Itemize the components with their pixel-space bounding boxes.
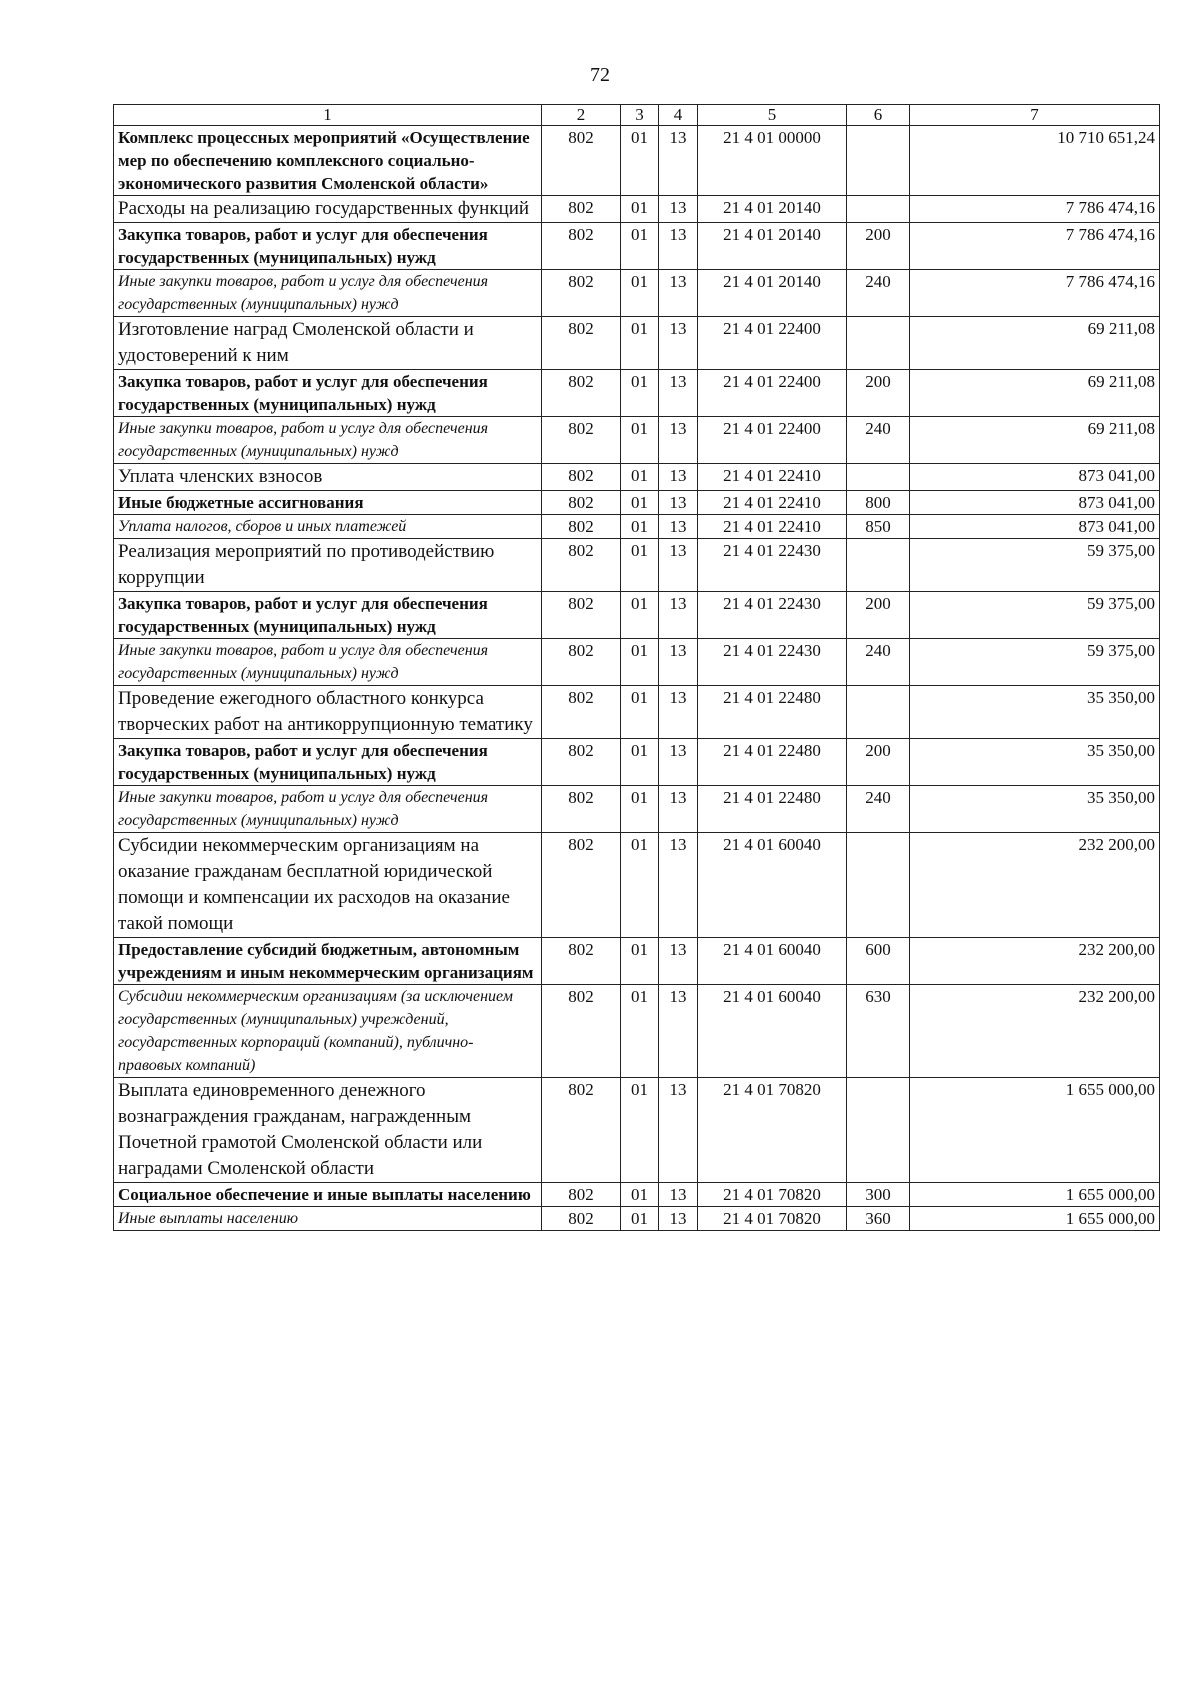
row-code-expense-type (847, 686, 910, 739)
row-code-expense-type (847, 833, 910, 938)
row-code-expense-type: 200 (847, 592, 910, 639)
row-code-subsection: 13 (659, 223, 698, 270)
row-description: Иные бюджетные ассигнования (114, 491, 542, 515)
row-code-section: 01 (621, 223, 659, 270)
table-row (114, 515, 1160, 539)
row-amount: 873 041,00 (910, 464, 1160, 491)
header-row (114, 105, 1160, 126)
table-row (114, 592, 1160, 639)
page-number: 72 (590, 64, 610, 86)
table-row (114, 464, 1160, 491)
row-code-ministry: 802 (542, 686, 621, 739)
row-code-ministry: 802 (542, 833, 621, 938)
table-row (114, 126, 1160, 196)
row-code-ministry: 802 (542, 985, 621, 1078)
row-code-subsection: 13 (659, 833, 698, 938)
row-code-expense-type: 240 (847, 270, 910, 317)
header-cell: 2 (542, 105, 621, 126)
row-code-section: 01 (621, 938, 659, 985)
row-code-section: 01 (621, 686, 659, 739)
table-row (114, 985, 1160, 1078)
row-code-target: 21 4 01 20140 (698, 196, 847, 223)
row-code-subsection: 13 (659, 686, 698, 739)
row-code-ministry: 802 (542, 270, 621, 317)
row-code-ministry: 802 (542, 639, 621, 686)
row-code-target: 21 4 01 22410 (698, 464, 847, 491)
row-code-section: 01 (621, 592, 659, 639)
table-row (114, 370, 1160, 417)
row-code-expense-type: 360 (847, 1207, 910, 1231)
row-code-section: 01 (621, 1078, 659, 1183)
table-row (114, 639, 1160, 686)
row-code-expense-type: 630 (847, 985, 910, 1078)
row-code-expense-type: 600 (847, 938, 910, 985)
row-code-section: 01 (621, 639, 659, 686)
row-code-section: 01 (621, 515, 659, 539)
header-cell: 6 (847, 105, 910, 126)
row-code-target: 21 4 01 22480 (698, 786, 847, 833)
row-code-subsection: 13 (659, 126, 698, 196)
table-row (114, 270, 1160, 317)
header-cell: 3 (621, 105, 659, 126)
row-code-ministry: 802 (542, 592, 621, 639)
table-row (114, 686, 1160, 739)
table-row (114, 491, 1160, 515)
row-code-ministry: 802 (542, 491, 621, 515)
row-code-expense-type: 240 (847, 639, 910, 686)
row-code-target: 21 4 01 60040 (698, 833, 847, 938)
row-code-section: 01 (621, 786, 659, 833)
row-code-ministry: 802 (542, 539, 621, 592)
row-code-target: 21 4 01 20140 (698, 223, 847, 270)
row-code-target: 21 4 01 22430 (698, 539, 847, 592)
row-description: Иные закупки товаров, работ и услуг для обеспечения государственных (муниципальных) нужд (114, 417, 542, 464)
row-code-section: 01 (621, 464, 659, 491)
row-code-expense-type: 300 (847, 1183, 910, 1207)
row-code-target: 21 4 01 00000 (698, 126, 847, 196)
table-row (114, 1078, 1160, 1183)
row-code-subsection: 13 (659, 270, 698, 317)
row-code-target: 21 4 01 22410 (698, 515, 847, 539)
row-code-subsection: 13 (659, 739, 698, 786)
row-description: Изготовление наград Смоленской области и удостоверений к ним (114, 317, 542, 370)
row-code-section: 01 (621, 270, 659, 317)
row-amount: 35 350,00 (910, 739, 1160, 786)
budget-table (113, 104, 1160, 1231)
row-code-ministry: 802 (542, 464, 621, 491)
row-code-section: 01 (621, 1183, 659, 1207)
row-code-expense-type: 850 (847, 515, 910, 539)
row-code-target: 21 4 01 20140 (698, 270, 847, 317)
table-row (114, 539, 1160, 592)
row-description: Иные закупки товаров, работ и услуг для обеспечения государственных (муниципальных) нужд (114, 639, 542, 686)
table-row (114, 1207, 1160, 1231)
table-row (114, 786, 1160, 833)
row-code-subsection: 13 (659, 539, 698, 592)
row-description: Иные закупки товаров, работ и услуг для обеспечения государственных (муниципальных) нужд (114, 270, 542, 317)
row-amount: 69 211,08 (910, 417, 1160, 464)
row-code-target: 21 4 01 70820 (698, 1183, 847, 1207)
row-code-section: 01 (621, 985, 659, 1078)
row-amount: 232 200,00 (910, 938, 1160, 985)
header-cell: 1 (114, 105, 542, 126)
row-amount: 59 375,00 (910, 539, 1160, 592)
row-description: Уплата членских взносов (114, 464, 542, 491)
row-code-target: 21 4 01 22400 (698, 417, 847, 464)
row-code-section: 01 (621, 417, 659, 464)
row-code-subsection: 13 (659, 515, 698, 539)
row-code-target: 21 4 01 22430 (698, 592, 847, 639)
row-amount: 873 041,00 (910, 515, 1160, 539)
row-code-expense-type: 200 (847, 370, 910, 417)
row-code-section: 01 (621, 739, 659, 786)
row-code-subsection: 13 (659, 639, 698, 686)
table-row (114, 196, 1160, 223)
row-code-subsection: 13 (659, 317, 698, 370)
row-code-target: 21 4 01 60040 (698, 985, 847, 1078)
row-description: Закупка товаров, работ и услуг для обеспечения государственных (муниципальных) нужд (114, 223, 542, 270)
row-code-ministry: 802 (542, 1183, 621, 1207)
table-row (114, 739, 1160, 786)
row-code-target: 21 4 01 22410 (698, 491, 847, 515)
row-code-subsection: 13 (659, 786, 698, 833)
row-code-target: 21 4 01 22400 (698, 317, 847, 370)
row-code-subsection: 13 (659, 1183, 698, 1207)
row-amount: 1 655 000,00 (910, 1207, 1160, 1231)
row-amount: 1 655 000,00 (910, 1078, 1160, 1183)
row-description: Субсидии некоммерческим организациям на оказание гражданам бесплатной юридической помощи и компенсации их расходов на оказание такой помощи (114, 833, 542, 938)
row-amount: 10 710 651,24 (910, 126, 1160, 196)
row-description: Иные выплаты населению (114, 1207, 542, 1231)
row-code-expense-type (847, 1078, 910, 1183)
row-code-target: 21 4 01 70820 (698, 1207, 847, 1231)
row-code-ministry: 802 (542, 786, 621, 833)
row-code-ministry: 802 (542, 126, 621, 196)
row-description: Выплата единовременного денежного вознаграждения гражданам, награжденным Почетной грамотой Смоленской области или наградами Смоленской области (114, 1078, 542, 1183)
row-code-section: 01 (621, 833, 659, 938)
row-code-expense-type: 240 (847, 786, 910, 833)
row-description: Расходы на реализацию государственных функций (114, 196, 542, 223)
row-code-expense-type: 200 (847, 739, 910, 786)
row-description: Уплата налогов, сборов и иных платежей (114, 515, 542, 539)
row-code-subsection: 13 (659, 417, 698, 464)
row-code-target: 21 4 01 60040 (698, 938, 847, 985)
row-code-target: 21 4 01 22400 (698, 370, 847, 417)
row-code-subsection: 13 (659, 1207, 698, 1231)
row-code-subsection: 13 (659, 196, 698, 223)
row-code-subsection: 13 (659, 985, 698, 1078)
row-amount: 1 655 000,00 (910, 1183, 1160, 1207)
row-amount: 232 200,00 (910, 985, 1160, 1078)
row-description: Закупка товаров, работ и услуг для обеспечения государственных (муниципальных) нужд (114, 592, 542, 639)
row-code-ministry: 802 (542, 223, 621, 270)
header-cell: 4 (659, 105, 698, 126)
row-code-ministry: 802 (542, 739, 621, 786)
table-row (114, 1183, 1160, 1207)
row-amount: 873 041,00 (910, 491, 1160, 515)
row-description: Субсидии некоммерческим организациям (за исключением государственных (муниципальных) учреждений, государственных корпораций (компаний), публично-правовых компаний) (114, 985, 542, 1078)
row-code-expense-type (847, 196, 910, 223)
table-row (114, 938, 1160, 985)
row-amount: 7 786 474,16 (910, 270, 1160, 317)
row-code-section: 01 (621, 317, 659, 370)
row-amount: 69 211,08 (910, 370, 1160, 417)
row-code-subsection: 13 (659, 464, 698, 491)
row-amount: 232 200,00 (910, 833, 1160, 938)
row-code-section: 01 (621, 539, 659, 592)
row-code-ministry: 802 (542, 317, 621, 370)
row-code-ministry: 802 (542, 370, 621, 417)
row-code-ministry: 802 (542, 1207, 621, 1231)
row-amount: 7 786 474,16 (910, 223, 1160, 270)
row-code-target: 21 4 01 70820 (698, 1078, 847, 1183)
row-code-ministry: 802 (542, 938, 621, 985)
row-code-ministry: 802 (542, 417, 621, 464)
row-code-ministry: 802 (542, 515, 621, 539)
row-code-section: 01 (621, 126, 659, 196)
row-description: Иные закупки товаров, работ и услуг для обеспечения государственных (муниципальных) нужд (114, 786, 542, 833)
row-description: Комплекс процессных мероприятий «Осуществление мер по обеспечению комплексного социально-экономического развития Смоленской области» (114, 126, 542, 196)
row-description: Реализация мероприятий по противодействию коррупции (114, 539, 542, 592)
table-body (114, 126, 1160, 1231)
row-code-expense-type: 240 (847, 417, 910, 464)
row-code-subsection: 13 (659, 370, 698, 417)
row-code-target: 21 4 01 22480 (698, 686, 847, 739)
row-code-expense-type (847, 317, 910, 370)
row-code-expense-type (847, 126, 910, 196)
table-row (114, 833, 1160, 938)
header-cell: 5 (698, 105, 847, 126)
row-amount: 7 786 474,16 (910, 196, 1160, 223)
row-description: Закупка товаров, работ и услуг для обеспечения государственных (муниципальных) нужд (114, 739, 542, 786)
row-amount: 35 350,00 (910, 786, 1160, 833)
row-amount: 69 211,08 (910, 317, 1160, 370)
row-code-subsection: 13 (659, 1078, 698, 1183)
row-code-subsection: 13 (659, 938, 698, 985)
row-code-ministry: 802 (542, 196, 621, 223)
row-code-expense-type (847, 464, 910, 491)
table-row (114, 417, 1160, 464)
row-code-subsection: 13 (659, 592, 698, 639)
row-code-subsection: 13 (659, 491, 698, 515)
table-row (114, 317, 1160, 370)
row-code-expense-type (847, 539, 910, 592)
row-description: Социальное обеспечение и иные выплаты населению (114, 1183, 542, 1207)
row-code-section: 01 (621, 370, 659, 417)
row-code-section: 01 (621, 196, 659, 223)
row-code-expense-type: 200 (847, 223, 910, 270)
row-code-target: 21 4 01 22480 (698, 739, 847, 786)
header-cell: 7 (910, 105, 1160, 126)
row-amount: 59 375,00 (910, 639, 1160, 686)
row-code-section: 01 (621, 1207, 659, 1231)
row-amount: 59 375,00 (910, 592, 1160, 639)
row-description: Предоставление субсидий бюджетным, автономным учреждениям и иным некоммерческим организациям (114, 938, 542, 985)
table-row (114, 223, 1160, 270)
row-amount: 35 350,00 (910, 686, 1160, 739)
row-description: Закупка товаров, работ и услуг для обеспечения государственных (муниципальных) нужд (114, 370, 542, 417)
row-code-target: 21 4 01 22430 (698, 639, 847, 686)
row-code-expense-type: 800 (847, 491, 910, 515)
row-code-ministry: 802 (542, 1078, 621, 1183)
row-code-section: 01 (621, 491, 659, 515)
row-description: Проведение ежегодного областного конкурса творческих работ на антикоррупционную тематику (114, 686, 542, 739)
